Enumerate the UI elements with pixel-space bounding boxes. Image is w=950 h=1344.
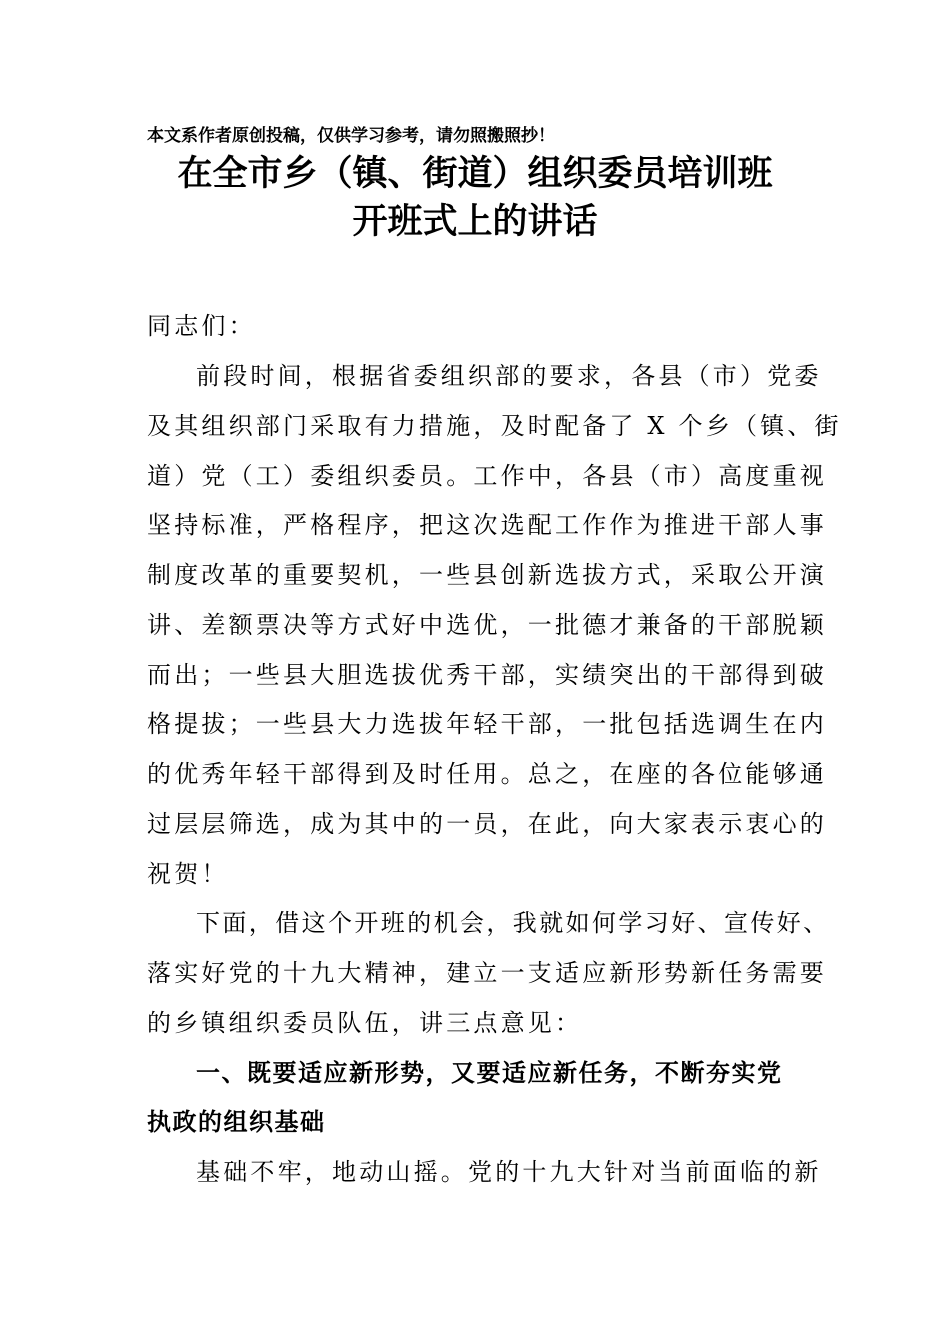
paragraph-line: 前段时间，根据省委组织部的要求，各县（市）党委	[196, 362, 822, 390]
copyright-notice: 本文系作者原创投稿，仅供学习参考，请勿照搬照抄！	[147, 126, 555, 146]
document-title-line-2: 开班式上的讲话	[352, 201, 598, 242]
paragraph-line: 及其组织部门采取有力措施，及时配备了 X 个乡（镇、街	[147, 412, 842, 440]
document-title-line-1: 在全市乡（镇、街道）组织委员培训班	[177, 153, 773, 194]
paragraph-line: 的优秀年轻干部得到及时任用。总之，在座的各位能够通	[147, 760, 827, 788]
paragraph-line: 道）党（工）委组织委员。工作中，各县（市）高度重视	[147, 462, 827, 490]
section-heading-line: 一、既要适应新形势，又要适应新任务，不断夯实党	[196, 1059, 783, 1087]
paragraph-line: 坚持标准，严格程序，把这次选配工作作为推进干部人事	[147, 511, 827, 539]
paragraph-line: 制度改革的重要契机，一些县创新选拔方式，采取公开演	[147, 561, 827, 589]
paragraph-line: 下面，借这个开班的机会，我就如何学习好、宣传好、	[196, 909, 830, 937]
paragraph-line: 而出；一些县大胆选拔优秀干部，实绩突出的干部得到破	[147, 661, 827, 689]
paragraph-line: 祝贺！	[147, 860, 229, 888]
paragraph-line: 格提拔；一些县大力选拔年轻干部，一批包括选调生在内	[147, 710, 827, 738]
paragraph-line: 落实好党的十九大精神，建立一支适应新形势新任务需要	[147, 959, 827, 987]
paragraph-line: 讲、差额票决等方式好中选优，一批德才兼备的干部脱颖	[147, 611, 827, 639]
salutation: 同志们：	[147, 312, 256, 340]
paragraph-line: 的乡镇组织委员队伍，讲三点意见：	[147, 1009, 583, 1037]
paragraph-line: 基础不牢，地动山摇。党的十九大针对当前面临的新	[196, 1158, 822, 1186]
section-heading-line: 执政的组织基础	[147, 1108, 326, 1136]
paragraph-line: 过层层筛选，成为其中的一员，在此，向大家表示衷心的	[147, 810, 827, 838]
